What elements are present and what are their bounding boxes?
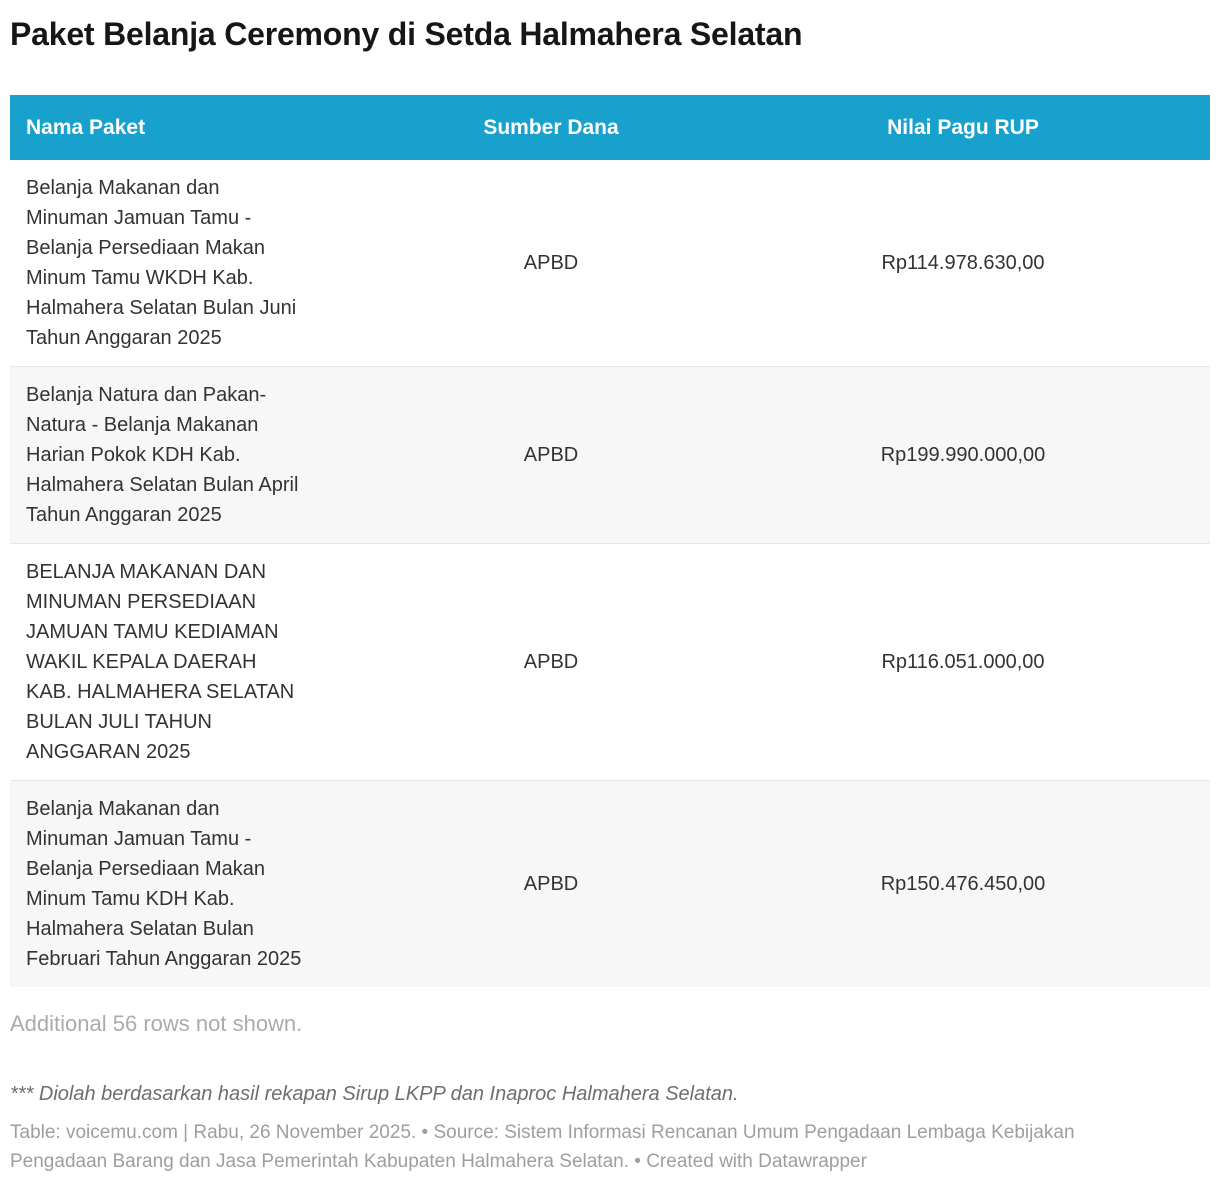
column-header-nilai-pagu-rup: Nilai Pagu RUP xyxy=(716,95,1210,160)
cell-nilai-pagu: Rp199.990.000,00 xyxy=(880,444,1046,466)
cell-nilai-pagu: Rp114.978.630,00 xyxy=(881,252,1045,274)
table-row xyxy=(10,544,1210,781)
cell-sumber-dana: APBD xyxy=(523,444,579,466)
footnote: *** Diolah berdasarkan hasil rekapan Sirup LKPP dan Inaproc Halmahera Selatan. xyxy=(10,1083,739,1105)
cell-nama-paket: Belanja Makanan dan Minuman Jamuan Tamu - Belanja Persediaan Makan Minum Tamu WKDH Kab. Halmahera Selatan Bulan Juni Tahun Anggaran 2025 xyxy=(26,177,297,349)
page-title: Paket Belanja Ceremony di Setda Halmahera Selatan xyxy=(10,16,803,52)
cell-sumber-dana: APBD xyxy=(523,252,579,274)
table-row xyxy=(10,367,1210,544)
cell-nama-paket: BELANJA MAKANAN DAN MINUMAN PERSEDIAAN JAMUAN TAMU KEDIAMAN WAKIL KEPALA DAERAH KAB. HALMAHERA SELATAN BULAN JULI TAHUN ANGGARAN 2025 xyxy=(26,561,295,763)
data-table xyxy=(10,95,1210,987)
table-row xyxy=(10,781,1210,988)
cell-sumber-dana: APBD xyxy=(523,873,579,895)
cell-sumber-dana: APBD xyxy=(523,651,579,673)
cell-nama-paket: Belanja Natura dan Pakan-Natura - Belanja Makanan Harian Pokok KDH Kab. Halmahera Selatan Bulan April Tahun Anggaran 2025 xyxy=(26,384,299,526)
cell-nilai-pagu: Rp150.476.450,00 xyxy=(880,873,1046,895)
table-row xyxy=(10,160,1210,367)
cell-nilai-pagu: Rp116.051.000,00 xyxy=(881,651,1045,673)
cell-nama-paket: Belanja Makanan dan Minuman Jamuan Tamu - Belanja Persediaan Makan Minum Tamu KDH Kab. Halmahera Selatan Bulan Februari Tahun Anggaran 2025 xyxy=(26,798,302,970)
column-header-sumber-dana: Sumber Dana xyxy=(386,95,716,160)
column-header-nama-paket: Nama Paket xyxy=(10,95,386,160)
additional-rows-note: Additional 56 rows not shown. xyxy=(10,1011,303,1036)
table-credit: Table: voicemu.com | Rabu, 26 November 2025. • Source: Sistem Informasi Rencanan Umum Pengadaan Lembaga Kebijakan Pengadaan Barang dan Jasa Pemerintah Kabupaten Halmahera Selatan. • Created with Datawrapper xyxy=(10,1122,1075,1172)
table-header-row xyxy=(10,95,1210,160)
